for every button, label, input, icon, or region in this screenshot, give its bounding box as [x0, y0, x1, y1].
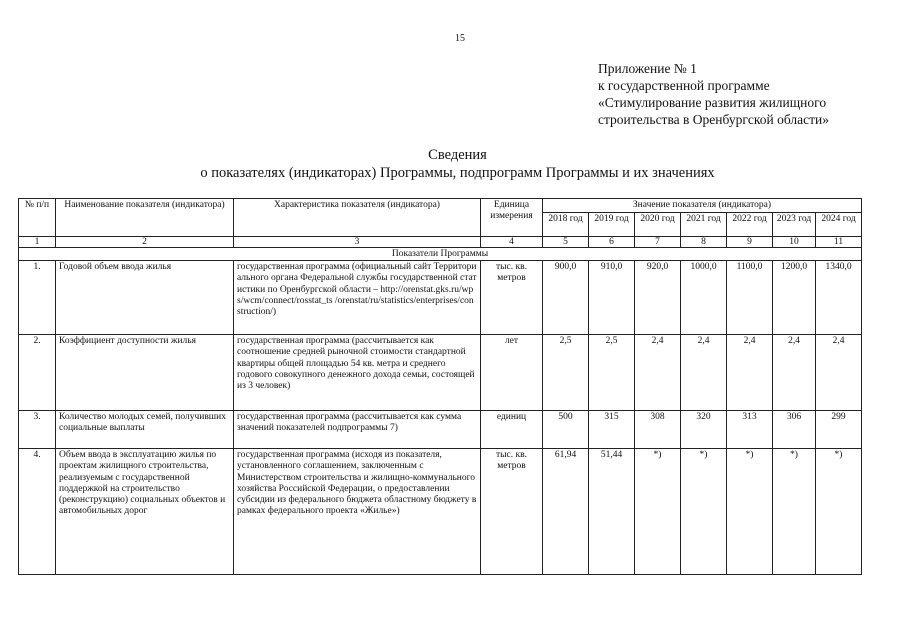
row-value: 2,4	[681, 335, 727, 411]
row-num: 2.	[19, 335, 56, 411]
header-characteristic: Характеристика показателя (индикатора)	[234, 199, 481, 237]
row-value: 315	[589, 411, 635, 449]
column-index: 1	[19, 237, 56, 248]
column-index: 6	[589, 237, 635, 248]
row-unit: тыс. кв. метров	[481, 449, 543, 575]
row-num: 1.	[19, 261, 56, 335]
title-line-1: Сведения	[428, 147, 487, 163]
column-index: 11	[816, 237, 862, 248]
row-unit: единиц	[481, 411, 543, 449]
section-row	[19, 248, 862, 261]
table-row	[19, 411, 862, 449]
row-characteristic: государственная программа (рассчитывается как соотношение средней рыночной стоимости стандартной квартиры общей площадью 54 кв. метра и среднего годового совокупного денежного дохода семьи, состоящей из 3 человек)	[234, 335, 481, 411]
row-value: *)	[727, 449, 773, 575]
title-line-2: о показателях (индикаторах) Программы, подпрограмм Программы и их значениях	[200, 165, 715, 181]
row-value: 306	[773, 411, 816, 449]
row-num: 4.	[19, 449, 56, 575]
appendix-header	[598, 60, 898, 128]
indicators-table	[18, 198, 862, 575]
header-values-group: Значение показателя (индикатора)	[543, 199, 862, 213]
row-name: Годовой объем ввода жилья	[56, 261, 234, 335]
header-year: 2023 год	[773, 213, 816, 237]
document-title	[0, 146, 905, 182]
header-year: 2022 год	[727, 213, 773, 237]
row-value: 2,4	[816, 335, 862, 411]
appendix-line-1: Приложение № 1	[598, 61, 697, 76]
column-index: 7	[635, 237, 681, 248]
header-year: 2024 год	[816, 213, 862, 237]
row-name: Объем ввода в эксплуатацию жилья по проектам жилищного строительства, реализуемым с государственной поддержкой на строительство (реконструкцию) социальных объектов и автомобильных дорог	[56, 449, 234, 575]
row-value: 2,4	[773, 335, 816, 411]
column-index: 9	[727, 237, 773, 248]
row-characteristic: государственная программа (рассчитывается как сумма значений показателей подпрограммы 7)	[234, 411, 481, 449]
header-unit: Единица измерения	[481, 199, 543, 237]
table-row	[19, 449, 862, 575]
row-unit: тыс. кв. метров	[481, 261, 543, 335]
row-value: *)	[773, 449, 816, 575]
column-index: 3	[234, 237, 481, 248]
row-name: Количество молодых семей, получивших социальные выплаты	[56, 411, 234, 449]
appendix-line-3: «Стимулирование развития жилищного	[598, 95, 827, 110]
header-year: 2020 год	[635, 213, 681, 237]
column-index-row	[19, 237, 862, 248]
row-value: *)	[635, 449, 681, 575]
row-value: 1200,0	[773, 261, 816, 335]
row-name: Коэффициент доступности жилья	[56, 335, 234, 411]
column-index: 2	[56, 237, 234, 248]
appendix-line-2: к государственной программе	[598, 78, 770, 93]
row-value: 920,0	[635, 261, 681, 335]
row-value: *)	[681, 449, 727, 575]
table-row	[19, 261, 862, 335]
page-number: 15	[455, 33, 465, 44]
column-index: 4	[481, 237, 543, 248]
table-row	[19, 335, 862, 411]
row-unit: лет	[481, 335, 543, 411]
row-value: 2,5	[589, 335, 635, 411]
row-num: 3.	[19, 411, 56, 449]
header-name: Наименование показателя (индикатора)	[56, 199, 234, 237]
column-index: 8	[681, 237, 727, 248]
row-value: *)	[816, 449, 862, 575]
column-index: 5	[543, 237, 589, 248]
row-value: 2,4	[727, 335, 773, 411]
header-year: 2019 год	[589, 213, 635, 237]
section-title: Показатели Программы	[19, 248, 862, 261]
row-value: 500	[543, 411, 589, 449]
row-value: 313	[727, 411, 773, 449]
header-row	[19, 199, 862, 213]
row-value: 1100,0	[727, 261, 773, 335]
row-value: 51,44	[589, 449, 635, 575]
header-num: № п/п	[19, 199, 56, 237]
row-value: 2,5	[543, 335, 589, 411]
row-value: 320	[681, 411, 727, 449]
row-value: 900,0	[543, 261, 589, 335]
row-value: 308	[635, 411, 681, 449]
row-value: 1000,0	[681, 261, 727, 335]
appendix-line-4: строительства в Оренбургской области»	[598, 112, 829, 127]
row-value: 299	[816, 411, 862, 449]
row-value: 910,0	[589, 261, 635, 335]
row-value: 2,4	[635, 335, 681, 411]
column-index: 10	[773, 237, 816, 248]
row-value: 61,94	[543, 449, 589, 575]
row-characteristic: государственная программа (официальный сайт Территориального органа Федеральной службы государственной статистики по Оренбургской области – http://orenstat.gks.ru/wps/wcm/connect/rosstat_ts /orenstat/ru/statistics/enterprises/construction/)	[234, 261, 481, 335]
row-value: 1340,0	[816, 261, 862, 335]
header-year: 2021 год	[681, 213, 727, 237]
header-year: 2018 год	[543, 213, 589, 237]
row-characteristic: государственная программа (исходя из показателя, установленного соглашением, заключенным с Министерством строительства и жилищно-коммунального хозяйства Российской Федерации, о предоставлении субсидии из федерального бюджета областному бюджету в рамках федерального проекта «Жилье»)	[234, 449, 481, 575]
